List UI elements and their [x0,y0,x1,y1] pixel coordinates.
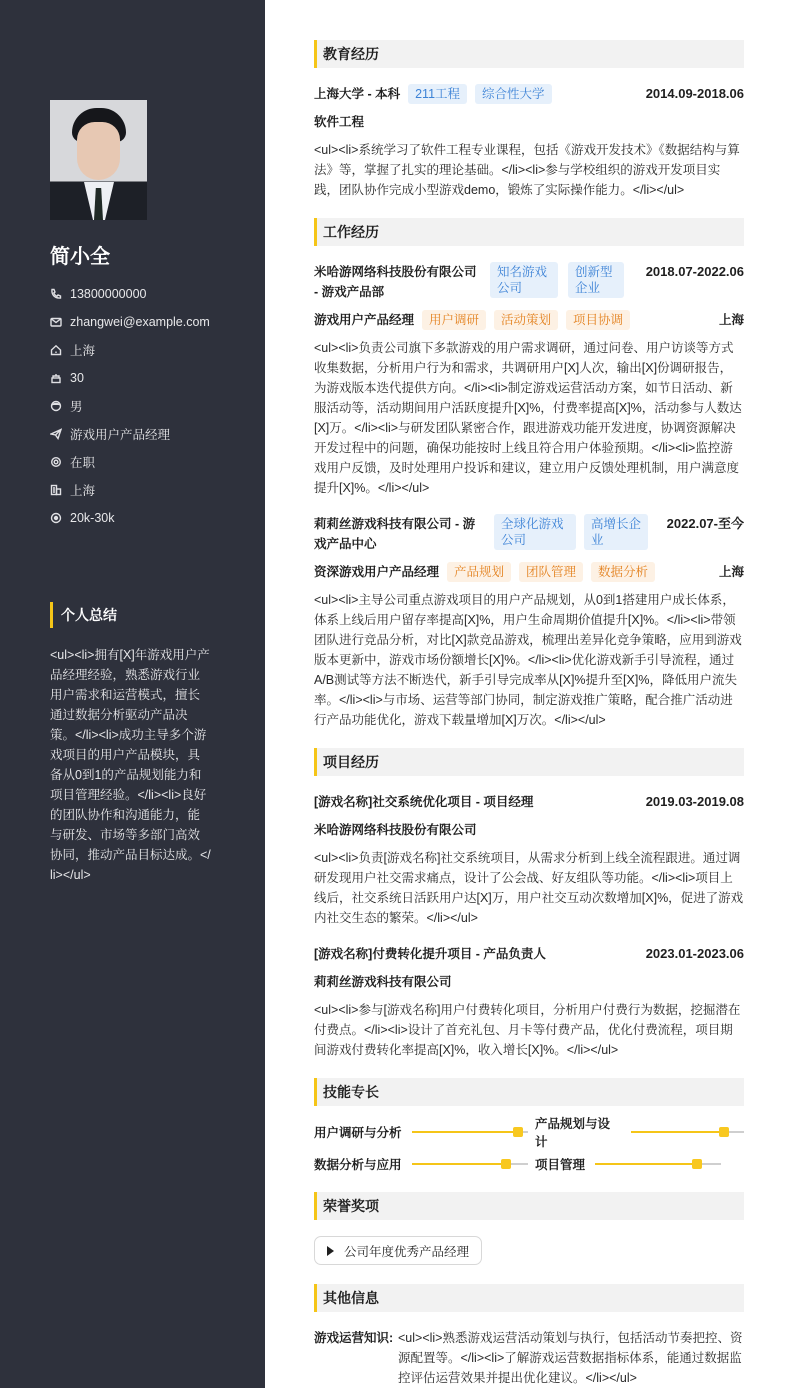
company-tag: 全球化游戏公司 [494,514,576,550]
skill-item: 用户调研与分析 [314,1122,528,1142]
skill-item: 产品规划与设计 [535,1122,744,1142]
gender-icon [50,400,62,412]
role-tag: 项目协调 [566,310,630,330]
skill-item: 数据分析与应用 [314,1154,528,1174]
contact-phone: 13800000000 [50,280,210,308]
age-icon [50,372,62,384]
section-work-header: 工作经历 [314,218,744,246]
project-desc: <ul><li>参与[游戏名称]用户付费转化项目，分析用户付费行为数据，挖掘潜在付费点。</li><li>设计了首充礼包、月卡等付费产品，优化付费流程，项目期间游戏付费转化率提高[X]%，收入增长[X]%。</li></ul> [314,1003,741,1057]
work-item-2-header [314,514,744,554]
contact-email: zhangwei@example.com [50,308,210,336]
education-major: 软件工程 [314,115,365,129]
contact-home: 上海 [50,336,210,364]
work-city: 上海 [718,313,744,327]
section-education-header: 教育经历 [314,40,744,68]
contact-salary: 20k-30k [50,504,210,532]
role-tag: 活动策划 [494,310,558,330]
award-item[interactable]: 公司年度优秀产品经理 [314,1236,482,1265]
role-tag: 团队管理 [519,562,583,582]
section-awards-header: 荣誉奖项 [314,1192,744,1220]
education-row [314,84,744,104]
education-date: 2014.09-2018.06 [645,86,744,101]
status-icon [50,456,62,468]
section-skills-header: 技能专长 [314,1078,744,1106]
section-other-header: 其他信息 [314,1284,744,1312]
project-company: 米哈游网络科技股份有限公司 [314,823,477,837]
section-projects-header: 项目经历 [314,748,744,776]
contact-gender: 男 [50,392,210,420]
skill-level-bar [412,1131,528,1133]
contact-list [50,280,210,532]
city-icon [50,484,62,496]
work-role: 游戏用户产品经理 [314,313,415,327]
work-role: 资深游戏用户产品经理 [314,565,440,579]
skill-level-bar [412,1163,528,1165]
skill-level-knob [501,1159,511,1169]
play-icon [327,1246,334,1256]
skill-level-knob [692,1159,702,1169]
company-tag: 知名游戏公司 [490,262,558,298]
contact-age: 30 [50,364,210,392]
project-item-2-header [314,944,744,964]
school-tag: 211工程 [408,84,467,104]
school-tag: 综合性大学 [475,84,552,104]
project-name: [游戏名称]社交系统优化项目 - 项目经理 [314,795,534,809]
project-company: 莉莉丝游戏科技有限公司 [314,975,452,989]
project-name: [游戏名称]付费转化提升项目 - 产品负责人 [314,947,546,961]
work-item-2-role [314,562,744,582]
skill-level-knob [719,1127,729,1137]
role-tag: 数据分析 [591,562,655,582]
project-date: 2019.03-2019.08 [645,794,744,809]
summary-text: <ul><li>拥有[X]年游戏用户产品经理经验，熟悉游戏行业用户需求和运营模式，擅长通过数据分析驱动产品决策。</li><li>成功主导多个游戏项目的用户产品模块，具备从0到1的产品规划能力和项目管理经验。</li><li>良好的团队协作和沟通能力，能与研发、市场等多部门高效协同，推动产品目标达成。</li></ul> [50,648,211,882]
project-desc: <ul><li>负责[游戏名称]社交系统项目，从需求分析到上线全流程跟进。通过调研发现用户社交需求痛点，设计了公会战、好友组队等功能。</li><li>项目上线后，社交系统日活跃用户达[X]万，用户社交互动次数增加[X]%，促进了游戏内社交生态的繁荣。</li></ul> [314,851,744,925]
work-desc: <ul><li>主导公司重点游戏项目的用户产品规划，从0到1搭建用户成长体系，体系上线后用户留存率提高[X]%，用户生命周期价值提升[X]%。</li><li>带领团队进行竞品分析，对比[X]款竞品游戏，梳理出差异化竞争策略，应用到游戏版本更新中，游戏市场份额增长[X]%。</li><li>优化游戏新手引导流程，通过A/B测试等方法不断迭代，新手引导完成率从[X]%提升至[X]%，降低用户流失率。</li><li>与市场、运营等部门协同，制定游戏推广策略，配合推广活动进行产品功能优化，游戏下载量增加[X]万次。</li></ul> [314,593,742,727]
role-tag: 产品规划 [447,562,511,582]
job-icon [50,428,62,440]
work-company: 米哈游网络科技股份有限公司 - 游戏产品部 [314,265,477,299]
work-company: 莉莉丝游戏科技有限公司 - 游戏产品中心 [314,517,476,551]
sidebar [0,0,265,1388]
skill-level-bar [631,1131,744,1133]
contact-city: 上海 [50,476,210,504]
project-date: 2023.01-2023.06 [645,946,744,961]
skill-level-knob [513,1127,523,1137]
home-icon [50,344,62,356]
education-desc: <ul><li>系统学习了软件工程专业课程，包括《游戏开发技术》《数据结构与算法》等，掌握了扎实的理论基础。</li><li>参与学校组织的游戏开发项目实践，团队协作完成小型游戏demo，锻炼了实际操作能力。</li></ul> [314,143,740,197]
work-date: 2022.07-至今 [666,516,744,531]
salary-icon [50,512,62,524]
other-info-value: <ul><li>熟悉游戏运营活动策划与执行，包括活动节奏把控、资源配置等。</li><li>了解游戏运营数据指标体系，能通过数据监控评估运营效果并提出优化建议。</li></ul> [398,1331,743,1385]
summary-title: 个人总结 [50,602,117,628]
contact-job: 游戏用户产品经理 [50,420,210,448]
work-city: 上海 [718,565,744,579]
school-name: 上海大学 - 本科 [314,87,401,101]
other-info-label: 游戏运营知识: [314,1331,394,1345]
skill-level-bar [595,1163,721,1165]
company-tag: 创新型企业 [568,262,624,298]
work-desc: <ul><li>负责公司旗下多款游戏的用户需求调研，通过问卷、用户访谈等方式收集数据，分析用户行为和需求，共调研用户[X]人次，输出[X]份调研报告，为游戏版本迭代提供方向。</li><li>制定游戏运营活动方案，如节日活动、新服活动等，活动期间用户活跃度提升[X]%，付费率提高[X]%，活动参与人数达[X]万。</li><li>与研发团队紧密合作，跟进游戏功能开发进度，协调资源解决开发过程中的问题，确保功能按时上线且符合用户体验预期。</li><li>监控游戏用户反馈，及时处理用户投诉和建议，建立用户反馈处理机制，用户满意度提升[X]%。</li></ul> [314,341,742,495]
profile-name: 简小全 [50,246,110,268]
contact-status: 在职 [50,448,210,476]
work-item-1-header [314,262,744,302]
email-icon [50,316,62,328]
skill-item: 项目管理 [535,1154,721,1174]
avatar [50,100,147,220]
project-item-1-header [314,792,744,812]
phone-icon [50,288,62,300]
work-date: 2018.07-2022.06 [645,264,744,279]
company-tag: 高增长企业 [584,514,648,550]
role-tag: 用户调研 [422,310,486,330]
work-item-1-role [314,310,744,330]
other-info-row [314,1328,744,1388]
